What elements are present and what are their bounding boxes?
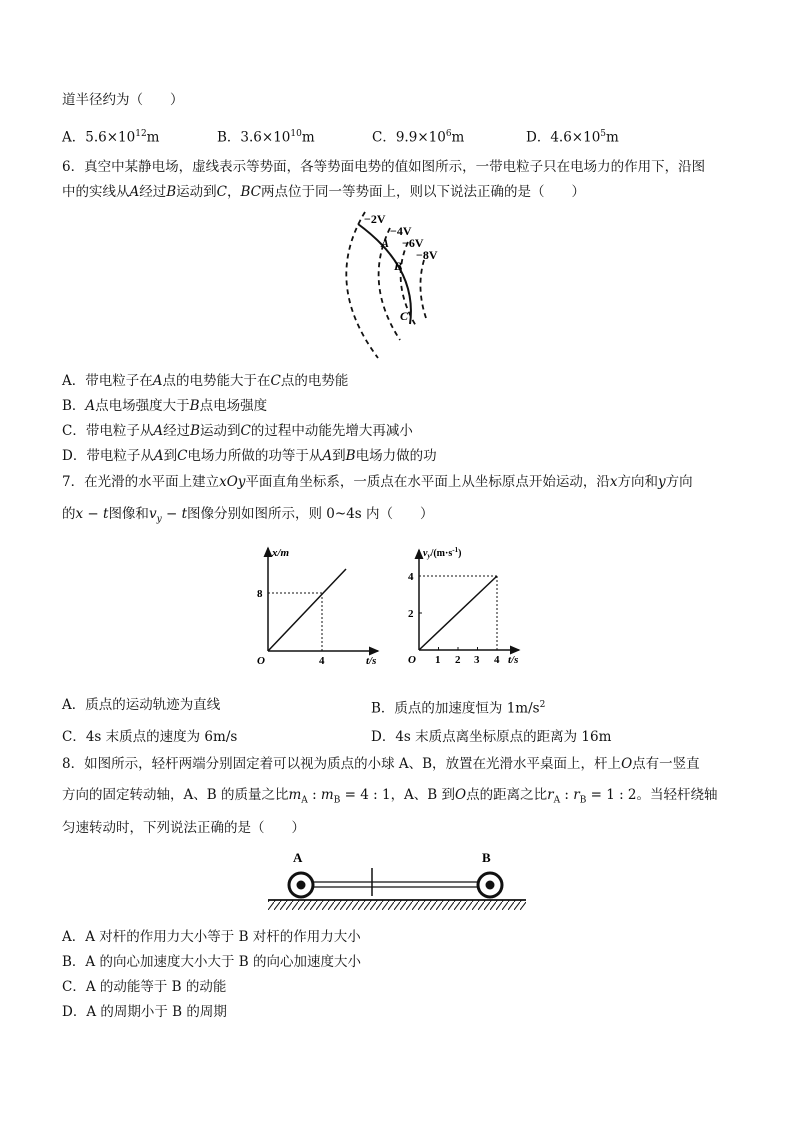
- g1-line: [268, 569, 346, 651]
- g1-xlabel: t/s: [366, 655, 377, 667]
- q6-equipotential-figure: [330, 208, 450, 363]
- q6-stem-line1: 6．真空中某静电场，虚线表示等势面，各等势面电势的值如图所示，一带电粒子只在电场力的作用下，沿图: [62, 159, 706, 175]
- q5-option-c: C．$9.9\times 10^6m$: [372, 129, 465, 146]
- q6-option-b: B．A点电场强度大于B点电场强度: [62, 398, 268, 414]
- q7-option-c: C．4s 末质点的速度为 6m/s: [62, 729, 238, 745]
- q6-option-a: A．带电粒子在A点的电势能大于在C点的电势能: [62, 373, 349, 389]
- q5-option-b: B．$3.6\times 10^{10}m$: [217, 129, 315, 146]
- g1-tick-8: 8: [257, 588, 263, 600]
- q7-stem-line2: 的x − t图像和$v_y - t$图像分别如图所示，则 0~4s 内（ ）: [62, 506, 434, 525]
- point-a-label: A: [381, 236, 390, 250]
- g1-ylabel: x/m: [272, 547, 290, 559]
- q7-x-t-graph: [250, 540, 390, 670]
- g2-origin: O: [408, 654, 416, 666]
- label-minus8v: −8V: [416, 248, 438, 262]
- q7-stem-line1: 7．在光滑的水平面上建立xOy平面直角坐标系，一质点在水平面上从坐标原点开始运动，沿x方向和y方向: [62, 474, 693, 490]
- equipotential-minus2: [346, 212, 378, 358]
- q8-option-d: D．A 的周期小于 B 的周期: [62, 1004, 227, 1020]
- q7-option-b: B．质点的加速度恒为 $1m/s^2$: [371, 700, 546, 717]
- ball-b-center: [486, 881, 495, 890]
- table-hatch: [268, 900, 526, 910]
- g2-tick-x1: 1: [435, 654, 441, 666]
- label-minus4v: −4V: [390, 224, 412, 238]
- q5-option-d: D．$4.6\times 10^5m$: [526, 129, 619, 146]
- g2-xlabel: t/s: [508, 654, 519, 666]
- g2-tick-y4: 4: [408, 571, 414, 583]
- q8-rod-figure: [262, 846, 532, 916]
- q6-stem-line2: 中的实线从A经过B运动到C，BC两点位于同一等势面上，则以下说法正确的是（ ）: [62, 184, 586, 200]
- q7-option-a: A．质点的运动轨迹为直线: [62, 697, 221, 713]
- g1-origin: O: [257, 655, 265, 667]
- ball-b-label: B: [482, 850, 491, 865]
- point-b-label: B: [394, 259, 403, 273]
- q7-vy-t-graph: [405, 540, 545, 670]
- label-minus6v: −6V: [402, 236, 424, 250]
- q5-option-a: A．$5.6\times 10^{12}m$: [62, 129, 160, 146]
- g2-line: [419, 576, 497, 650]
- g2-tick-x2: 2: [455, 654, 461, 666]
- label-minus2v: −2V: [364, 212, 386, 226]
- ball-a-label: A: [293, 850, 303, 865]
- q8-stem-line3: 匀速转动时，下列说法正确的是（ ）: [62, 820, 305, 836]
- q8-option-c: C．A 的动能等于 B 的动能: [62, 979, 227, 995]
- q6-option-c: C．带电粒子从A经过B运动到C的过程中动能先增大再减小: [62, 423, 413, 439]
- q5-stem-continuation: 道半径约为（ ）: [62, 92, 184, 108]
- g2-tick-x3: 3: [474, 654, 480, 666]
- g2-tick-x4: 4: [494, 654, 500, 666]
- q8-stem-line2: 方向的固定转动轴，A、B 的质量之比$m_A$ : $m_B = 4$ : 1，A、B 到O点的距离之比$r_A$ : $r_B = 1$ : 2。当轻杆绕轴: [62, 787, 718, 806]
- ball-a-center: [297, 881, 306, 890]
- g2-ylabel: $v_y/(m\cdot s^{-1})$: [423, 546, 462, 560]
- q6-option-d: D．带电粒子从A到C电场力所做的功等于从A到B电场力做的功: [62, 448, 437, 464]
- q8-option-b: B．A 的向心加速度大小大于 B 的向心加速度大小: [62, 954, 361, 970]
- q8-option-a: A．A 对杆的作用力大小等于 B 对杆的作用力大小: [62, 929, 361, 945]
- q7-option-d: D．4s 末质点离坐标原点的距离为 16m: [371, 729, 612, 745]
- g1-tick-4: 4: [319, 655, 325, 667]
- point-c-label: C: [400, 309, 409, 323]
- equipotential-minus8: [420, 260, 426, 318]
- q8-stem-line1: 8．如图所示，轻杆两端分别固定着可以视为质点的小球 A、B，放置在光滑水平桌面上，杆上O点有一竖直: [62, 756, 700, 772]
- g2-tick-y2: 2: [408, 608, 414, 620]
